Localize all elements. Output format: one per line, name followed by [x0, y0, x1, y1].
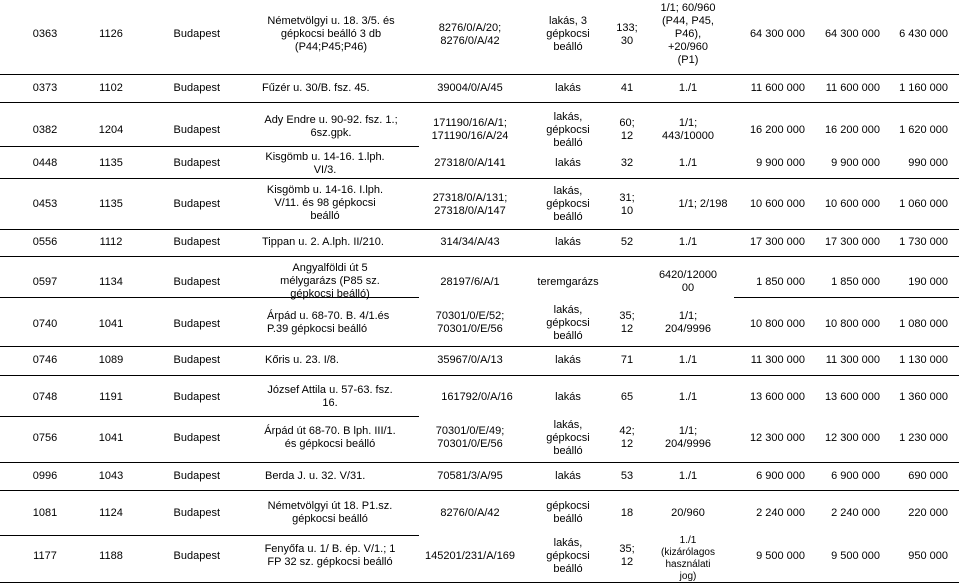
- type-cell: lakás: [555, 391, 581, 403]
- parcel-cell: 161792/0/A/16: [441, 391, 513, 403]
- row-divider: [0, 178, 959, 179]
- city-cell: Budapest: [173, 157, 220, 169]
- area-cell: 12: [620, 438, 634, 450]
- city-cell: Budapest: [173, 470, 220, 482]
- value-cell: 9 500 000: [756, 550, 805, 562]
- share-cell: 1./1: [678, 354, 698, 366]
- area-cell: 133;: [616, 22, 638, 34]
- zip-cell: 1112: [99, 236, 123, 248]
- share-cell: 443/10000: [662, 130, 714, 142]
- share-cell: 1./1: [678, 236, 698, 248]
- area-cell: 31;: [619, 192, 635, 204]
- city-cell: Budapest: [173, 82, 220, 94]
- row-divider: [0, 416, 419, 417]
- share-cell: 1./1: [678, 157, 698, 169]
- type-cell: beálló: [553, 41, 583, 53]
- zip-cell: 1089: [98, 354, 124, 366]
- type-cell: beálló: [553, 211, 583, 223]
- value-cell: 16 200 000: [749, 124, 805, 136]
- value-cell: 6 900 000: [756, 470, 805, 482]
- type-cell: gépkocsi: [546, 317, 590, 329]
- value-cell: 11 600 000: [750, 82, 805, 94]
- id-cell: 0740: [32, 318, 58, 330]
- area-cell: 53: [620, 470, 634, 482]
- address-line: Kisgömb u. 14-16. 1.lph.: [265, 151, 385, 163]
- value-cell: 9 500 000: [831, 550, 880, 562]
- area-cell: 65: [620, 391, 634, 403]
- parcel-cell: 70581/3/A/95: [437, 470, 503, 482]
- area-cell: 12: [620, 130, 634, 142]
- share-cell: 204/9996: [665, 323, 711, 335]
- value-cell: 17 300 000: [749, 236, 805, 248]
- value-cell: 1 850 000: [756, 276, 805, 288]
- value-cell: 11 300 000: [750, 354, 805, 366]
- value-cell: 9 900 000: [831, 157, 880, 169]
- parcel-cell: 171190/16/A/1;: [433, 117, 507, 129]
- value-cell: 1 360 000: [899, 391, 948, 403]
- zip-cell: 1188: [99, 550, 123, 562]
- parcel-cell: 171190/16/A/24: [431, 130, 509, 142]
- address-line: beálló: [310, 210, 340, 222]
- city-cell: Budapest: [173, 276, 220, 288]
- area-cell: 35;: [619, 310, 635, 322]
- address-line: Kőris u. 23. I/8.: [265, 354, 339, 366]
- type-cell: gépkocsi: [546, 28, 590, 40]
- address-line: József Attila u. 57-63. fsz.: [267, 384, 393, 396]
- area-cell: 32: [620, 157, 634, 169]
- type-cell: lakás: [555, 236, 581, 248]
- type-cell: lakás: [555, 82, 581, 94]
- area-cell: 60;: [619, 117, 635, 129]
- parcel-cell: 70301/0/E/56: [437, 323, 503, 335]
- type-cell: beálló: [553, 563, 583, 575]
- zip-cell: 1124: [99, 507, 123, 519]
- value-cell: 1 130 000: [899, 354, 948, 366]
- address-line: Kisgömb u. 14-16. I.lph.: [266, 184, 384, 196]
- share-cell: 1/1;: [678, 425, 698, 437]
- share-cell: jog): [679, 571, 697, 582]
- id-cell: 0756: [32, 432, 58, 444]
- value-cell: 2 240 000: [831, 507, 880, 519]
- type-cell: teremgarázs: [537, 276, 599, 288]
- share-cell: 1./1: [678, 391, 698, 403]
- zip-cell: 1204: [98, 124, 124, 136]
- value-cell: 13 600 000: [824, 391, 880, 403]
- zip-cell: 1041: [98, 432, 124, 444]
- id-cell: 0382: [32, 124, 58, 136]
- value-cell: 12 300 000: [824, 432, 880, 444]
- address-line: mélygarázs (P85 sz.: [280, 275, 380, 287]
- row-divider: [0, 74, 959, 75]
- id-cell: 0373: [32, 82, 58, 94]
- value-cell: 13 600 000: [749, 391, 805, 403]
- type-cell: beálló: [553, 513, 583, 525]
- address-line: P.39 gépkocsi beálló: [267, 323, 368, 335]
- row-divider: [734, 297, 959, 298]
- area-cell: 52: [620, 236, 634, 248]
- address-line: (P44;P45;P46): [294, 41, 368, 53]
- row-divider: [0, 462, 959, 463]
- value-cell: 10 800 000: [824, 318, 880, 330]
- value-cell: 990 000: [908, 157, 948, 169]
- share-cell: 20/960: [671, 507, 705, 519]
- id-cell: 0746: [32, 354, 58, 366]
- type-cell: lakás,: [553, 185, 583, 197]
- value-cell: 1 850 000: [831, 276, 880, 288]
- zip-cell: 1041: [98, 318, 124, 330]
- zip-cell: 1134: [99, 276, 123, 288]
- type-cell: lakás: [555, 354, 581, 366]
- address-line: 6sz.gpk.: [310, 127, 352, 139]
- city-cell: Budapest: [173, 354, 220, 366]
- value-cell: 1 230 000: [899, 432, 948, 444]
- share-cell: 1./1: [678, 82, 698, 94]
- type-cell: gépkocsi: [546, 124, 590, 136]
- type-cell: gépkocsi: [546, 198, 590, 210]
- address-line: gépkocsi beálló: [292, 513, 368, 525]
- share-cell: P46),: [674, 28, 702, 40]
- value-cell: 64 300 000: [824, 28, 880, 40]
- area-cell: 42;: [619, 425, 635, 437]
- area-cell: 35;: [619, 543, 635, 555]
- type-cell: lakás: [555, 470, 581, 482]
- address-line: Tippan u. 2. A.lph. II/210.: [262, 236, 384, 248]
- parcel-cell: 8276/0/A/42: [440, 35, 500, 47]
- value-cell: 10 800 000: [749, 318, 805, 330]
- zip-cell: 1043: [98, 470, 124, 482]
- share-cell: (P44, P45,: [662, 15, 714, 27]
- type-cell: lakás, 3: [549, 15, 587, 27]
- zip-cell: 1135: [99, 198, 123, 210]
- area-cell: 12: [620, 556, 634, 568]
- type-cell: beálló: [553, 445, 583, 457]
- id-cell: 0453: [32, 198, 58, 210]
- city-cell: Budapest: [173, 550, 220, 562]
- address-line: Árpád u. 68-70. B. 4/1.és: [267, 310, 390, 322]
- parcel-cell: 70301/0/E/52;: [435, 310, 505, 322]
- type-cell: gépkocsi: [546, 500, 590, 512]
- type-cell: lakás,: [553, 419, 583, 431]
- share-cell: (P1): [677, 54, 699, 66]
- share-cell: 1./1: [678, 470, 698, 482]
- parcel-cell: 27318/0/A/131;: [432, 192, 508, 204]
- parcel-cell: 8276/0/A/42: [440, 507, 500, 519]
- type-cell: gépkocsi: [546, 550, 590, 562]
- row-divider: [0, 146, 419, 147]
- parcel-cell: 145201/231/A/169: [425, 550, 515, 562]
- type-cell: lakás,: [553, 111, 583, 123]
- city-cell: Budapest: [173, 432, 220, 444]
- parcel-cell: 27318/0/A/141: [434, 157, 506, 169]
- row-divider: [0, 535, 419, 536]
- id-cell: 0597: [32, 276, 58, 288]
- address-line: Árpád út 68-70. B lph. III/1.: [264, 425, 396, 437]
- zip-cell: 1135: [99, 157, 123, 169]
- parcel-cell: 314/34/A/43: [440, 236, 500, 248]
- city-cell: Budapest: [173, 198, 220, 210]
- value-cell: 17 300 000: [824, 236, 880, 248]
- row-divider: [0, 375, 959, 376]
- id-cell: 0448: [32, 157, 58, 169]
- address-line: gépkocsi beálló 3 db: [280, 28, 382, 40]
- address-line: gépkocsi beálló): [290, 288, 370, 300]
- address-line: Németvölgyi út 18. P1.sz.: [267, 500, 393, 512]
- id-cell: 0996: [32, 470, 58, 482]
- area-cell: 12: [620, 323, 634, 335]
- row-divider: [0, 490, 959, 491]
- zip-cell: 1191: [99, 391, 123, 403]
- id-cell: 0556: [32, 236, 58, 248]
- address-line: és gépkocsi beálló: [284, 438, 376, 450]
- value-cell: 1 620 000: [899, 124, 948, 136]
- zip-cell: 1126: [99, 28, 123, 40]
- value-cell: 220 000: [908, 507, 948, 519]
- id-cell: 1081: [32, 507, 58, 519]
- value-cell: 690 000: [908, 470, 948, 482]
- area-cell: 41: [620, 82, 634, 94]
- value-cell: 1 060 000: [899, 198, 948, 210]
- address-line: FP 32 sz. gépkocsi beálló: [267, 556, 393, 568]
- value-cell: 10 600 000: [824, 198, 880, 210]
- area-cell: 10: [620, 205, 634, 217]
- value-cell: 2 240 000: [756, 507, 805, 519]
- area-cell: 30: [620, 35, 634, 47]
- row-divider: [0, 346, 959, 347]
- share-cell: 1/1; 60/960: [660, 2, 716, 14]
- share-cell: (kizárólagos: [661, 547, 715, 558]
- address-line: V/11. és 98 gépkocsi: [274, 197, 376, 209]
- address-line: Angyalföldi út 5: [292, 262, 368, 274]
- address-line: Ady Endre u. 90-92. fsz. 1.;: [264, 114, 398, 126]
- share-cell: 1/1;: [678, 310, 698, 322]
- area-cell: 18: [620, 507, 634, 519]
- share-cell: 00: [681, 282, 695, 294]
- type-cell: lakás: [555, 157, 581, 169]
- row-divider: [0, 102, 959, 103]
- city-cell: Budapest: [173, 391, 220, 403]
- address-line: Fenyőfa u. 1/ B. ép. V/1.; 1: [264, 543, 396, 555]
- area-cell: 71: [620, 354, 634, 366]
- value-cell: 190 000: [908, 276, 948, 288]
- parcel-cell: 28197/6/A/1: [440, 276, 500, 288]
- value-cell: 12 300 000: [749, 432, 805, 444]
- id-cell: 0748: [32, 391, 58, 403]
- value-cell: 950 000: [908, 550, 948, 562]
- parcel-cell: 27318/0/A/147: [434, 205, 506, 217]
- parcel-cell: 70301/0/E/56: [437, 438, 503, 450]
- type-cell: gépkocsi: [546, 432, 590, 444]
- value-cell: 11 300 000: [825, 354, 880, 366]
- id-cell: 0363: [32, 28, 58, 40]
- share-cell: 1/1;: [678, 117, 698, 129]
- type-cell: lakás,: [553, 304, 583, 316]
- share-cell: 204/9996: [665, 438, 711, 450]
- share-cell: 6420/12000: [658, 269, 718, 281]
- share-cell: 1/1; 2/198: [678, 198, 728, 210]
- address-line: 16.: [322, 397, 338, 409]
- id-cell: 1177: [33, 550, 57, 562]
- share-cell: 1./1: [679, 535, 697, 546]
- type-cell: beálló: [553, 330, 583, 342]
- city-cell: Budapest: [173, 507, 220, 519]
- value-cell: 10 600 000: [749, 198, 805, 210]
- city-cell: Budapest: [173, 318, 220, 330]
- zip-cell: 1102: [99, 82, 123, 94]
- value-cell: 64 300 000: [749, 28, 805, 40]
- parcel-cell: 39004/0/A/45: [437, 82, 503, 94]
- parcel-cell: 35967/0/A/13: [437, 354, 503, 366]
- value-cell: 16 200 000: [824, 124, 880, 136]
- parcel-cell: 8276/0/A/20;: [438, 22, 502, 34]
- parcel-cell: 70301/0/E/49;: [435, 425, 505, 437]
- type-cell: beálló: [553, 137, 583, 149]
- type-cell: lakás,: [553, 537, 583, 549]
- address-line: Fűzér u. 30/B. fsz. 45.: [262, 82, 370, 94]
- value-cell: 1 080 000: [899, 318, 948, 330]
- address-line: VI/3.: [313, 164, 337, 176]
- city-cell: Budapest: [173, 236, 220, 248]
- value-cell: 1 160 000: [899, 82, 948, 94]
- address-line: Németvölgyi u. 18. 3/5. és: [267, 15, 395, 27]
- city-cell: Budapest: [173, 28, 220, 40]
- value-cell: 6 430 000: [899, 28, 948, 40]
- address-line: Berda J. u. 32. V/31.: [265, 470, 366, 482]
- value-cell: 9 900 000: [756, 157, 805, 169]
- value-cell: 11 600 000: [825, 82, 880, 94]
- share-cell: használati: [665, 559, 711, 570]
- row-divider: [0, 229, 959, 230]
- share-cell: +20/960: [667, 41, 709, 53]
- city-cell: Budapest: [173, 124, 220, 136]
- value-cell: 1 730 000: [899, 236, 948, 248]
- value-cell: 6 900 000: [831, 470, 880, 482]
- row-divider: [0, 256, 959, 257]
